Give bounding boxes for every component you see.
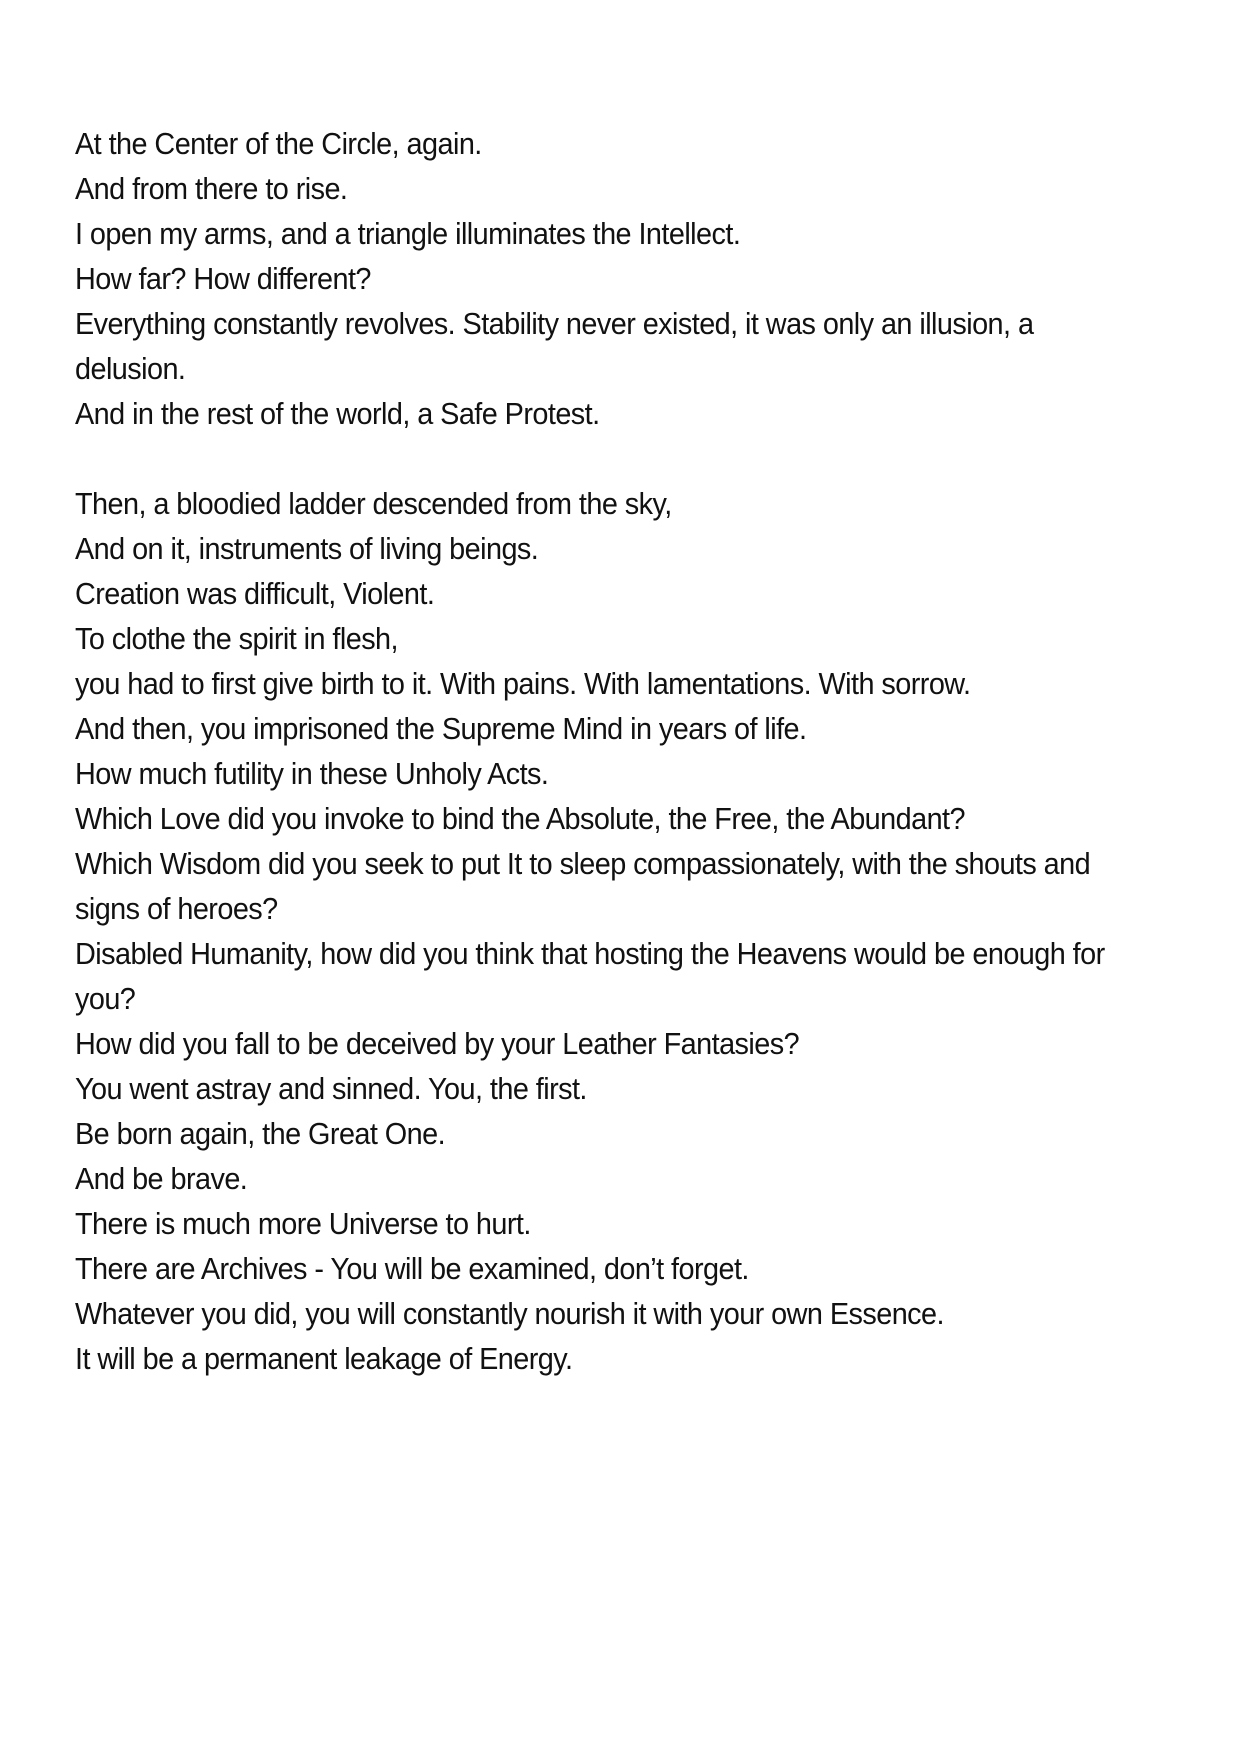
text-line: There are Archives - You will be examined, don’t forget. bbox=[75, 1251, 749, 1286]
stanza-2 bbox=[75, 481, 1107, 1381]
text-line: And from there to rise. bbox=[75, 171, 348, 206]
text-line: And then, you imprisoned the Supreme Mind in years of life. bbox=[75, 711, 807, 746]
text-line: And in the rest of the world, a Safe Protest. bbox=[75, 396, 600, 431]
text-line: Whatever you did, you will constantly nourish it with your own Essence. bbox=[75, 1296, 944, 1331]
text-line: Which Love did you invoke to bind the Absolute, the Free, the Abundant? bbox=[75, 801, 965, 836]
text-line: Be born again, the Great One. bbox=[75, 1116, 446, 1151]
stanza-1 bbox=[75, 121, 1107, 436]
text-line: How much futility in these Unholy Acts. bbox=[75, 756, 549, 791]
text-line: To clothe the spirit in flesh, bbox=[75, 621, 398, 656]
text-line: At the Center of the Circle, again. bbox=[75, 126, 482, 161]
text-line: Disabled Humanity, how did you think that hosting the Heavens would be enough for you? bbox=[75, 936, 1105, 1016]
text-line: I open my arms, and a triangle illuminates the Intellect. bbox=[75, 216, 741, 251]
text-line: And on it, instruments of living beings. bbox=[75, 531, 539, 566]
text-line: Which Wisdom did you seek to put It to sleep compassionately, with the shouts and signs of heroes? bbox=[75, 846, 1091, 926]
text-line: Then, a bloodied ladder descended from the sky, bbox=[75, 486, 672, 521]
text-line: There is much more Universe to hurt. bbox=[75, 1206, 531, 1241]
text-line: How did you fall to be deceived by your Leather Fantasies? bbox=[75, 1026, 800, 1061]
text-line: Everything constantly revolves. Stability never existed, it was only an illusion, a delusion. bbox=[75, 306, 1034, 386]
text-line: How far? How different? bbox=[75, 261, 371, 296]
text-line: It will be a permanent leakage of Energy. bbox=[75, 1341, 573, 1376]
text-line: Creation was difficult, Violent. bbox=[75, 576, 435, 611]
text-line: And be brave. bbox=[75, 1161, 248, 1196]
text-line: You went astray and sinned. You, the first. bbox=[75, 1071, 587, 1106]
text-line: you had to first give birth to it. With pains. With lamentations. With sorrow. bbox=[75, 666, 971, 701]
poem-text bbox=[75, 121, 1107, 1381]
